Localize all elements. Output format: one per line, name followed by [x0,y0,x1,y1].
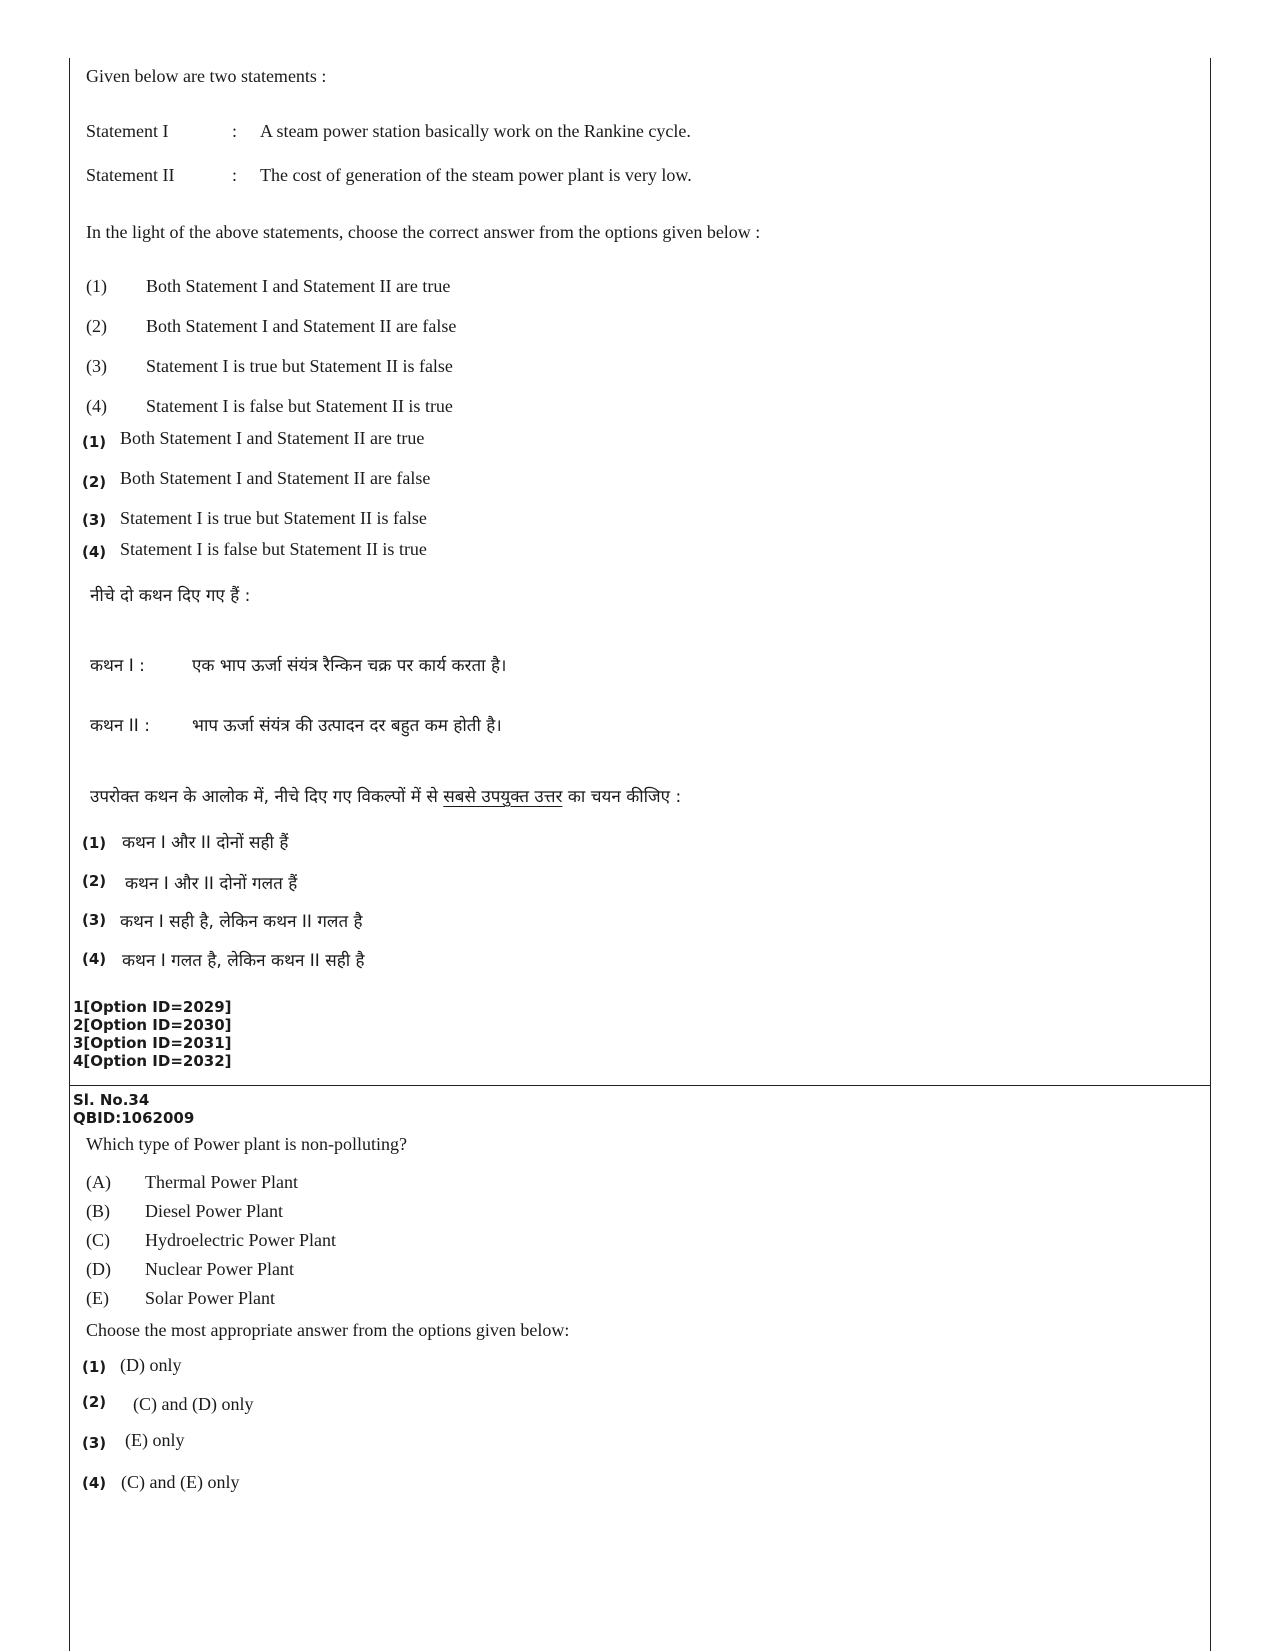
hindi-instruction-pre: उपरोक्त कथन के आलोक में, नीचे दिए गए विकल्पों में से [90,787,444,807]
q33-statement-1-text: A steam power station basically work on the Rankine cycle. [260,121,691,141]
q33-image-option-num: (2) [86,316,107,336]
q33-option-id: 3[Option ID=2031] [73,1034,232,1052]
left-border-line [69,58,70,1651]
q33-image-option-num: (1) [86,276,107,296]
q34-option-num: (1) [82,1358,107,1376]
q33-option-text[interactable]: Statement I is true but Statement II is false [120,508,427,528]
right-border-line [1210,58,1211,1651]
q34-item-text: Thermal Power Plant [145,1172,298,1192]
q33-hindi-statement-2-text: भाप ऊर्जा संयंत्र की उत्पादन दर बहुत कम होती है। [192,716,502,736]
q34-question: Which type of Power plant is non-polluting? [86,1134,407,1154]
q33-hindi-option-text[interactable]: कथन I और II दोनों सही हैं [122,833,289,853]
q33-image-option-num: (4) [86,396,107,416]
q34-qbid: QBID:1062009 [73,1109,195,1127]
q33-intro: Given below are two statements : [86,66,327,86]
q33-option-num: (2) [82,473,107,491]
q33-instruction: In the light of the above statements, choose the correct answer from the options given below : [86,222,761,242]
q33-hindi-statement-2-label: कथन II : [90,716,150,736]
q34-item-text: Hydroelectric Power Plant [145,1230,336,1250]
q34-option-num: (4) [82,1474,107,1492]
q33-option-num: (4) [82,543,107,561]
q33-image-option-text: Statement I is true but Statement II is false [146,356,453,376]
q33-statement-1-label: Statement I [86,121,169,141]
q33-hindi-option-num: (4) [82,950,107,968]
q33-option-text[interactable]: Both Statement I and Statement II are true [120,428,425,448]
q33-option-id: 2[Option ID=2030] [73,1016,232,1034]
q34-option-text[interactable]: (C) and (D) only [133,1394,254,1414]
q33-hindi-intro: नीचे दो कथन दिए गए हैं : [90,586,251,606]
q34-item-label: (D) [86,1259,111,1279]
q33-image-option-text: Statement I is false but Statement II is true [146,396,453,416]
q33-option-text[interactable]: Statement I is false but Statement II is true [120,539,427,559]
q34-item-text: Nuclear Power Plant [145,1259,294,1279]
q33-image-option-num: (3) [86,356,107,376]
q34-option-text[interactable]: (C) and (E) only [121,1472,240,1492]
q34-item-label: (C) [86,1230,110,1250]
question-separator-line [69,1085,1211,1086]
q33-hindi-option-text[interactable]: कथन I गलत है, लेकिन कथन II सही है [122,951,365,971]
q33-option-id: 4[Option ID=2032] [73,1052,232,1070]
hindi-instruction-underlined: सबसे उपयुक्त उत्तर [443,787,563,807]
q34-item-text: Solar Power Plant [145,1288,275,1308]
q33-image-option-text: Both Statement I and Statement II are true [146,276,451,296]
q33-statement-2-colon: : [232,165,238,185]
q33-hindi-option-text[interactable]: कथन I और II दोनों गलत हैं [125,874,298,894]
q33-option-text[interactable]: Both Statement I and Statement II are false [120,468,431,488]
q34-option-num: (2) [82,1393,107,1411]
q34-item-label: (A) [86,1172,111,1192]
q33-image-option-text: Both Statement I and Statement II are false [146,316,457,336]
q33-statement-1-colon: : [232,121,238,141]
q34-item-label: (E) [86,1288,109,1308]
q33-hindi-option-text[interactable]: कथन I सही है, लेकिन कथन II गलत है [120,912,363,932]
q33-statement-2-text: The cost of generation of the steam power plant is very low. [260,165,692,185]
q33-option-num: (1) [82,433,107,451]
q33-hindi-option-num: (1) [82,834,107,852]
q34-serial-number: Sl. No.34 [73,1091,150,1109]
q33-hindi-instruction [90,784,681,807]
q33-statement-2-label: Statement II [86,165,175,185]
q34-option-text[interactable]: (D) only [120,1355,182,1375]
q34-instruction: Choose the most appropriate answer from the options given below: [86,1320,570,1340]
q33-hindi-option-num: (2) [82,872,107,890]
q33-option-id: 1[Option ID=2029] [73,998,232,1016]
q34-option-num: (3) [82,1434,107,1452]
q34-item-label: (B) [86,1201,110,1221]
q33-hindi-statement-1-label: कथन I : [90,656,145,676]
q33-hindi-statement-1-text: एक भाप ऊर्जा संयंत्र रैन्किन चक्र पर कार्य करता है। [192,656,507,676]
q34-item-text: Diesel Power Plant [145,1201,283,1221]
q34-option-text[interactable]: (E) only [125,1430,185,1450]
q33-hindi-option-num: (3) [82,911,107,929]
hindi-instruction-post: का चयन कीजिए : [562,787,682,807]
q33-option-num: (3) [82,511,107,529]
